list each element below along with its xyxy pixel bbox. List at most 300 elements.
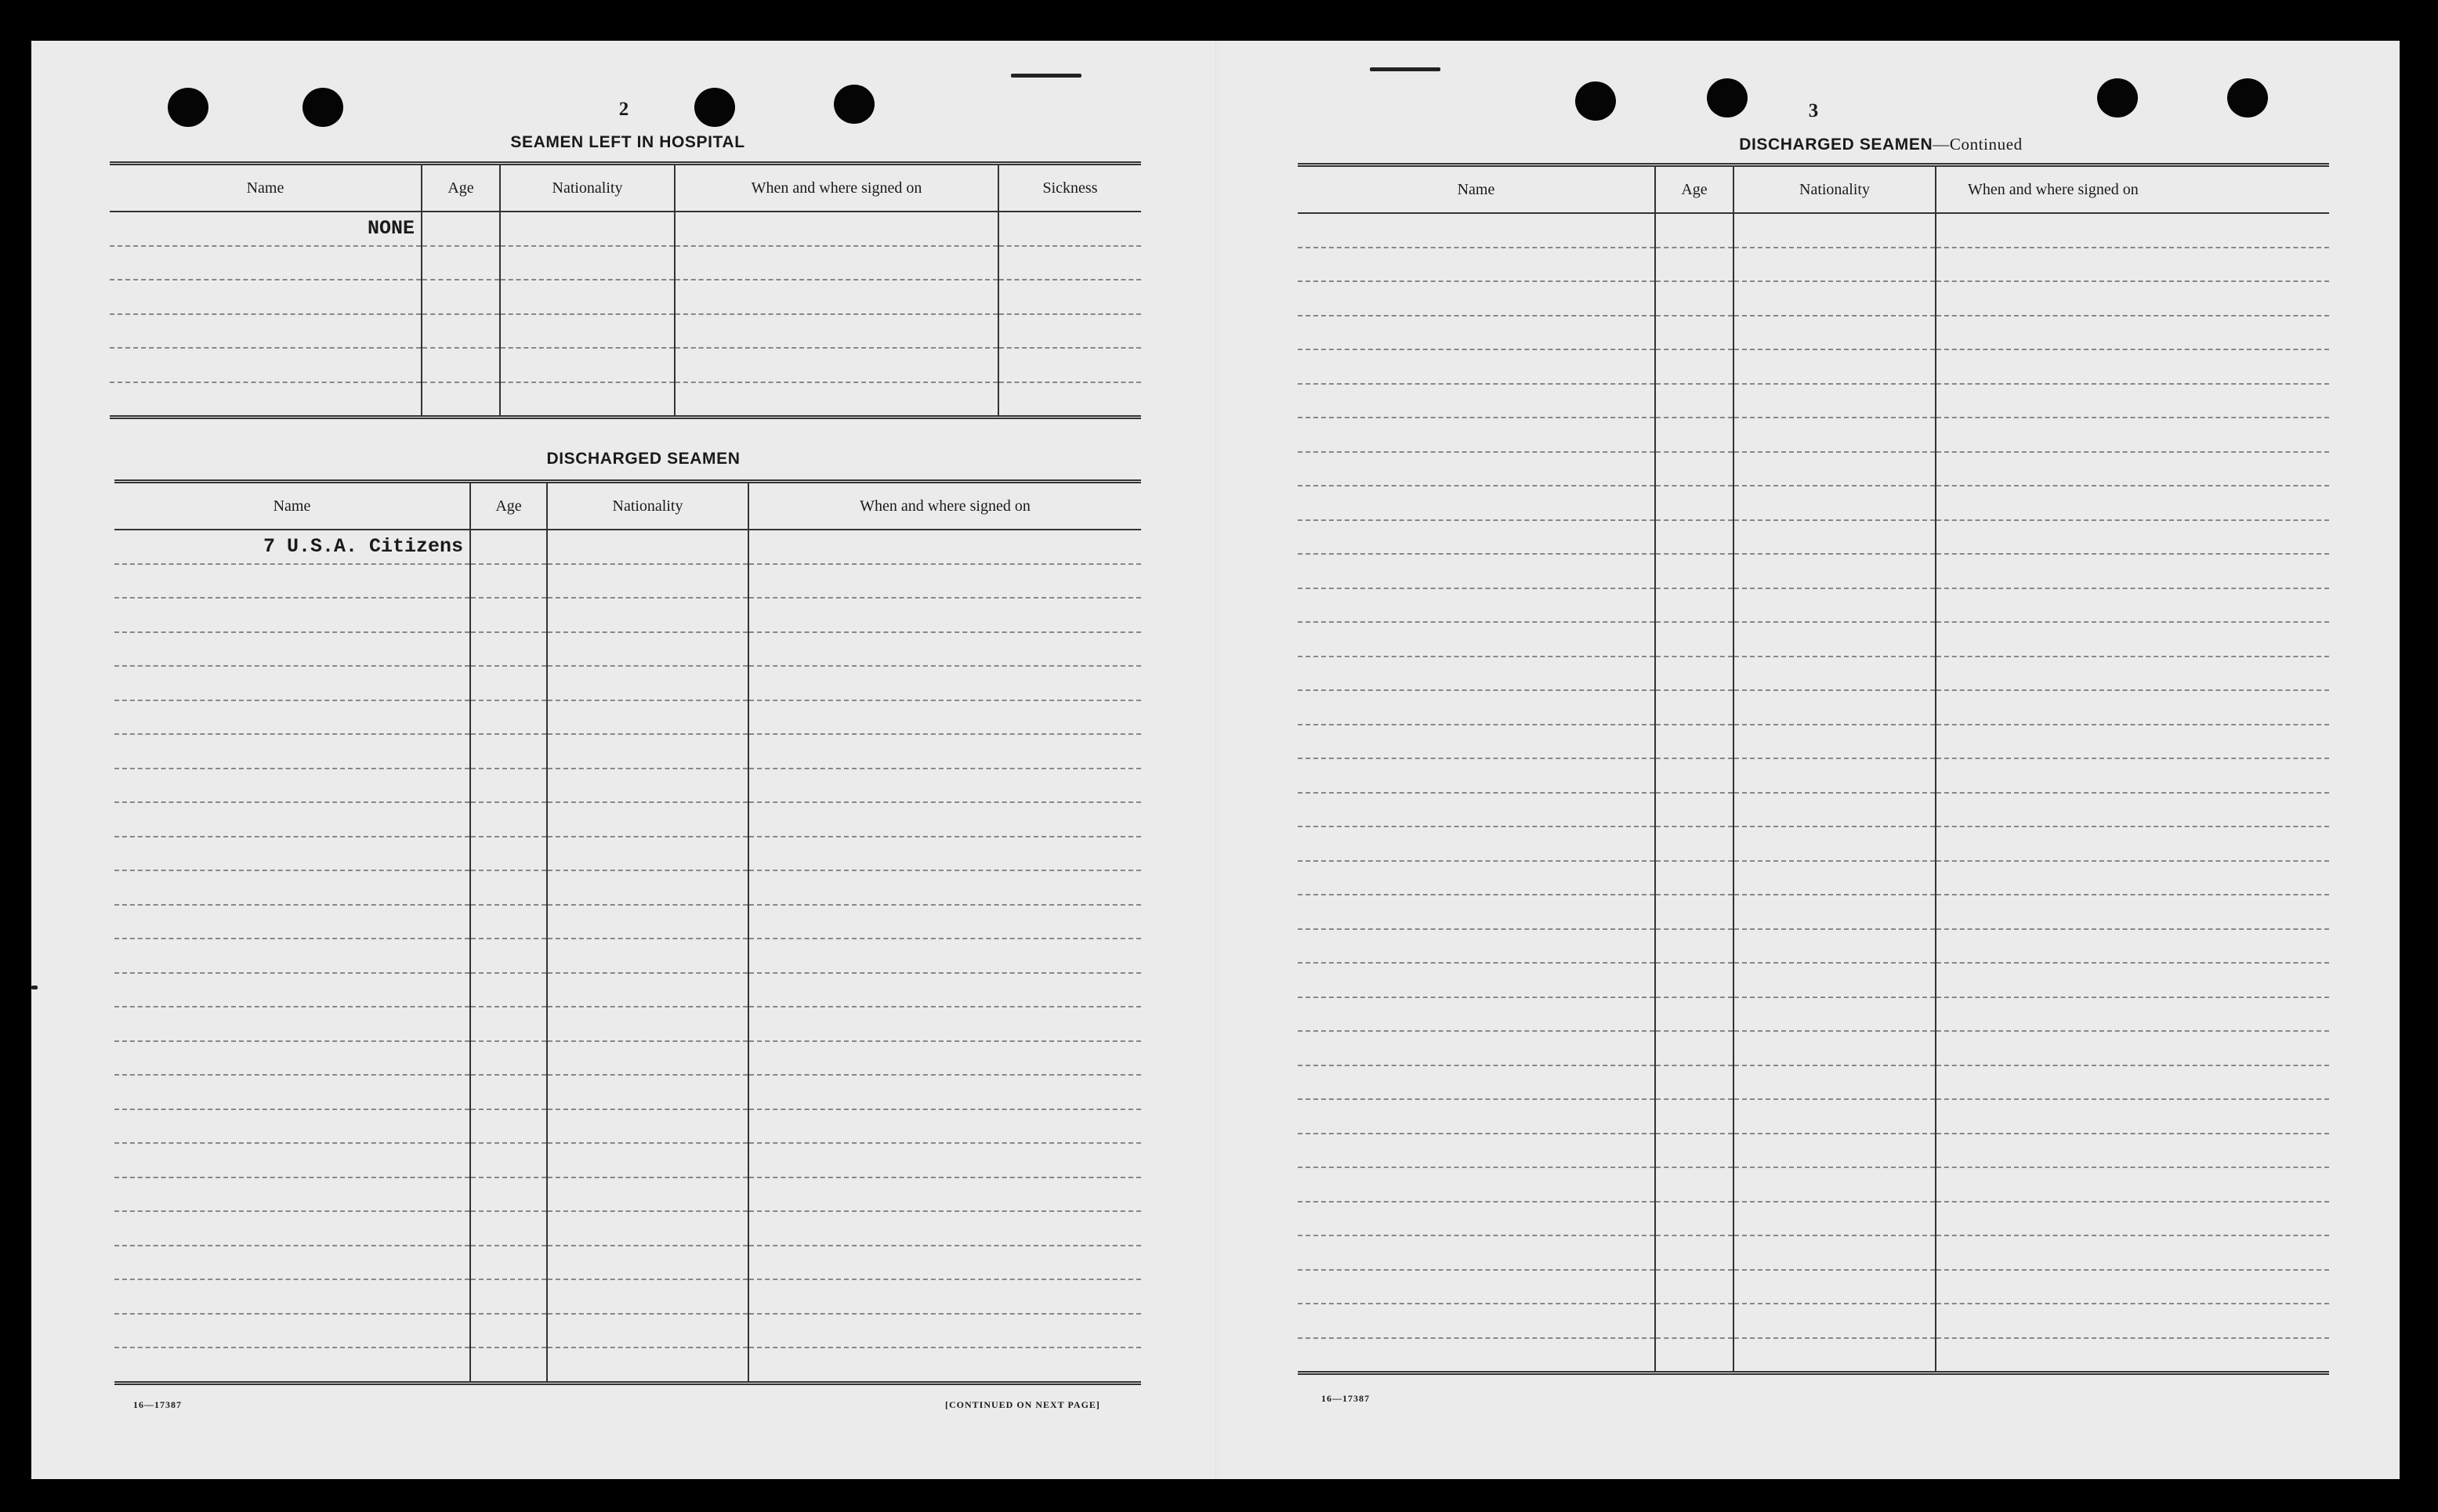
table-row [1298,827,2329,861]
table-cell [110,314,422,349]
table-cell [114,769,470,803]
table-cell [748,837,1141,871]
table-row [114,1211,1141,1246]
table-row [1298,861,2329,895]
table-cell [748,802,1141,837]
table-cell [1936,1065,2329,1100]
table-cell [998,382,1141,418]
table-cell [1936,588,2329,623]
table-cell [114,905,470,939]
table-cell [470,1109,547,1144]
table-cell [1936,316,2329,350]
page-number: 2 [618,99,629,120]
table-cell [1655,657,1733,691]
table-cell [110,246,422,280]
table-cell [748,1007,1141,1041]
table-cell [1655,1304,1733,1338]
table-cell [1733,281,1936,316]
table-row [1298,418,2329,452]
table-cell [748,1279,1141,1314]
table-cell [1298,861,1655,895]
table-row [1298,657,2329,691]
scan-mark [1370,67,1440,71]
table-cell [1733,725,1936,759]
table-cell [110,348,422,382]
table-cell [470,837,547,871]
table-cell [114,1075,470,1109]
table-cell [1655,622,1733,657]
table-row [110,212,1141,246]
table-cell [1733,929,1936,964]
table-cell [1655,1134,1733,1168]
table-cell [114,1177,470,1212]
table-cell [114,564,470,599]
table-cell [1655,1031,1733,1065]
section-title-text: DISCHARGED SEAMEN [1739,136,1933,154]
table-cell [1298,827,1655,861]
table-row [114,837,1141,871]
table-cell [500,246,675,280]
table-cell [998,246,1141,280]
table-row [1298,1031,2329,1065]
table-cell [547,734,748,769]
table-cell [114,1279,470,1314]
table-cell [675,348,998,382]
table-cell [422,382,500,418]
table-cell [1733,1134,1936,1168]
table-cell [114,837,470,871]
table-cell [748,1041,1141,1076]
table-row [114,1279,1141,1314]
table-row [1298,588,2329,623]
table-cell [114,1314,470,1348]
table-cell [675,382,998,418]
table-cell [547,1314,748,1348]
table-cell [1298,1099,1655,1134]
table-cell [1655,758,1733,793]
hospital-table [110,161,1141,419]
table-cell [1655,486,1733,520]
table-cell [1298,588,1655,623]
table-cell [547,1347,748,1383]
table-cell [114,666,470,700]
punch-hole [1575,81,1616,121]
table-row [1298,520,2329,555]
table-row [114,666,1141,700]
table-row [1298,1167,2329,1202]
table-cell [1936,1202,2329,1236]
table-cell [547,1211,748,1246]
table-row [1298,1304,2329,1338]
table-row [1298,554,2329,588]
table-cell [1733,1065,1936,1100]
table-cell [1733,1202,1936,1236]
form-number: 16—17387 [133,1399,182,1410]
table-cell [1936,861,2329,895]
table-cell [1936,793,2329,827]
table-cell [1936,1235,2329,1270]
table-cell [547,564,748,599]
column-header: Age [1655,165,1733,214]
table-row [1298,1235,2329,1270]
table-cell [1298,384,1655,418]
table-cell [1733,622,1936,657]
table-cell [470,1143,547,1177]
table-cell [1655,827,1733,861]
table-row [114,530,1141,564]
table-cell [998,212,1141,246]
table-cell [500,280,675,314]
table-cell [1655,861,1733,895]
table-cell [470,1075,547,1109]
table-cell [1298,316,1655,350]
table-row [114,870,1141,905]
table-cell [114,1143,470,1177]
table-cell [1936,1338,2329,1373]
table-cell [1298,1202,1655,1236]
table-cell [1733,1235,1936,1270]
table-cell [1655,1065,1733,1100]
table-cell [1298,1270,1655,1304]
table-cell [675,246,998,280]
table-cell [1298,281,1655,316]
table-cell [1733,452,1936,487]
table-cell [748,1347,1141,1383]
table-header-row [114,482,1141,530]
table-cell [748,1211,1141,1246]
table-row [1298,725,2329,759]
table-cell [1655,452,1733,487]
table-row [114,598,1141,632]
table-cell [748,973,1141,1007]
table-cell [748,870,1141,905]
table-row [110,382,1141,418]
table-row [114,1143,1141,1177]
table-cell: 7 U.S.A. Citizens [114,530,470,564]
table-cell [114,1041,470,1076]
punch-hole [2227,78,2268,118]
table-cell [547,769,748,803]
table-cell [470,1347,547,1383]
table-cell [114,939,470,973]
table-cell [1298,1304,1655,1338]
punch-hole [302,88,343,127]
table-cell [1936,725,2329,759]
table-cell [1733,384,1936,418]
table-cell [422,348,500,382]
table-cell [547,632,748,667]
table-cell [1655,1202,1733,1236]
table-cell [1936,827,2329,861]
table-cell [547,1075,748,1109]
table-cell [1936,1304,2329,1338]
table-cell [1298,486,1655,520]
table-cell [547,870,748,905]
table-cell [748,632,1141,667]
punch-hole [168,88,208,127]
table-cell [547,939,748,973]
table-row [114,1075,1141,1109]
table-cell [470,734,547,769]
table-row [110,314,1141,349]
table-cell [998,348,1141,382]
table-cell [470,1279,547,1314]
table-row [110,348,1141,382]
table-row [1298,622,2329,657]
table-cell [1936,418,2329,452]
table-cell [748,939,1141,973]
table-cell [1655,793,1733,827]
table-cell [114,973,470,1007]
table-cell [1733,213,1936,248]
table-cell [500,348,675,382]
table-cell [1733,1099,1936,1134]
table-cell [422,314,500,349]
table-cell [1936,997,2329,1032]
table-cell [1655,963,1733,997]
scan-mark [31,986,38,989]
column-header: Sickness [998,164,1141,212]
table-cell [1733,657,1936,691]
table-cell [1298,213,1655,248]
table-row [114,802,1141,837]
table-cell [547,973,748,1007]
table-cell [1936,213,2329,248]
table-cell [114,1211,470,1246]
table-cell [748,1314,1141,1348]
table-cell [114,802,470,837]
table-cell [1655,1235,1733,1270]
table-cell [470,598,547,632]
table-cell [998,280,1141,314]
table-cell [1936,486,2329,520]
table-row [1298,1099,2329,1134]
table-cell [748,700,1141,735]
table-cell [470,802,547,837]
page-number: 3 [1808,100,1819,121]
table-cell [1733,316,1936,350]
table-cell [1298,725,1655,759]
table-cell [748,769,1141,803]
table-row [114,700,1141,735]
table-row [1298,213,2329,248]
table-cell [1936,452,2329,487]
table-cell [422,212,500,246]
discharged-table [114,479,1141,1385]
table-cell [1655,690,1733,725]
table-cell [1733,1304,1936,1338]
table-cell [1655,1167,1733,1202]
column-header: When and where signed on [1936,165,2329,214]
table-cell [547,598,748,632]
table-cell [1733,1167,1936,1202]
table-cell [1733,895,1936,929]
table-cell [114,1109,470,1144]
table-cell [547,1246,748,1280]
table-cell [110,280,422,314]
table-cell [470,870,547,905]
table-cell [1936,657,2329,691]
table-cell [1733,827,1936,861]
punch-hole [1707,78,1748,118]
table-cell [1298,895,1655,929]
table-cell [1733,1270,1936,1304]
table-row [1298,281,2329,316]
punch-hole [2097,78,2138,118]
table-row [1298,248,2329,282]
table-cell [748,666,1141,700]
table-cell [470,666,547,700]
table-cell [748,530,1141,564]
table-cell [422,280,500,314]
table-row [1298,316,2329,350]
table-row [114,973,1141,1007]
column-header: Name [1298,165,1655,214]
table-cell [1936,929,2329,964]
table-cell [1298,1065,1655,1100]
column-header: Nationality [547,482,748,530]
table-cell [470,1007,547,1041]
table-cell [1655,1099,1733,1134]
table-cell [470,1246,547,1280]
table-cell [1298,554,1655,588]
table-cell [1733,1031,1936,1065]
table-row [110,280,1141,314]
table-row [114,1177,1141,1212]
table-row [1298,384,2329,418]
column-header: Name [110,164,422,212]
table-header-row [110,164,1141,212]
table-cell [1733,554,1936,588]
table-row [114,939,1141,973]
table-cell [675,314,998,349]
table-row [1298,758,2329,793]
table-cell [114,870,470,905]
table-cell [675,280,998,314]
table-row [1298,1270,2329,1304]
table-cell [1733,758,1936,793]
table-cell [1655,725,1733,759]
table-row [1298,997,2329,1032]
table-row [1298,1134,2329,1168]
table-cell [1655,248,1733,282]
table-cell [470,939,547,973]
table-cell [675,212,998,246]
table-cell [500,212,675,246]
table-row [114,734,1141,769]
table-cell [1936,895,2329,929]
scan-mark [1011,74,1081,78]
table-cell [1298,1134,1655,1168]
table-cell [1733,486,1936,520]
table-row [114,1347,1141,1383]
table-cell [1733,349,1936,384]
punch-hole [694,88,735,127]
table-cell [1733,1338,1936,1373]
table-cell [1298,963,1655,997]
table-cell [1936,554,2329,588]
table-row [114,1246,1141,1280]
table-cell [470,769,547,803]
table-cell [1733,861,1936,895]
table-row [1298,793,2329,827]
table-row [114,564,1141,599]
table-cell [1298,929,1655,964]
column-header: Nationality [500,164,675,212]
section-title-suffix: —Continued [1933,135,2023,154]
table-cell [1298,520,1655,555]
table-cell [1298,248,1655,282]
table-cell [1936,1270,2329,1304]
column-header: When and where signed on [675,164,998,212]
table-cell [1298,622,1655,657]
column-header: Age [422,164,500,212]
table-cell [748,905,1141,939]
table-cell [1733,520,1936,555]
table-row [114,1314,1141,1348]
table-cell [547,802,748,837]
page-fold [1215,41,1218,1479]
table-cell [1655,520,1733,555]
table-row [1298,1202,2329,1236]
form-number: 16—17387 [1321,1393,1370,1404]
table-cell [1936,349,2329,384]
table-cell [1733,997,1936,1032]
table-cell [1936,1099,2329,1134]
table-cell [1655,554,1733,588]
discharged-continued-table [1298,163,2329,1375]
punch-hole [834,85,875,124]
table-row [1298,349,2329,384]
table-row [114,1007,1141,1041]
table-cell [422,246,500,280]
table-cell [1733,418,1936,452]
table-cell [1936,281,2329,316]
table-cell: NONE [110,212,422,246]
table-cell [110,382,422,418]
table-row [110,246,1141,280]
table-row [1298,929,2329,964]
table-row [1298,1065,2329,1100]
table-cell [748,1075,1141,1109]
table-cell [748,734,1141,769]
table-cell [547,905,748,939]
table-cell [1655,997,1733,1032]
table-cell [1655,418,1733,452]
table-row [114,769,1141,803]
column-header: Name [114,482,470,530]
table-header-row [1298,165,2329,214]
table-row [1298,486,2329,520]
table-cell [114,632,470,667]
table-cell [500,382,675,418]
table-cell [1655,384,1733,418]
table-row [1298,1338,2329,1373]
table-cell [547,1041,748,1076]
table-cell [470,632,547,667]
table-cell [1298,997,1655,1032]
table-cell [748,1109,1141,1144]
table-cell [1936,622,2329,657]
table-cell [1298,1235,1655,1270]
table-cell [1733,963,1936,997]
table-cell [748,564,1141,599]
table-cell [1936,384,2329,418]
table-cell [470,530,547,564]
table-cell [1298,758,1655,793]
table-cell [1936,1031,2329,1065]
table-cell [1936,963,2329,997]
